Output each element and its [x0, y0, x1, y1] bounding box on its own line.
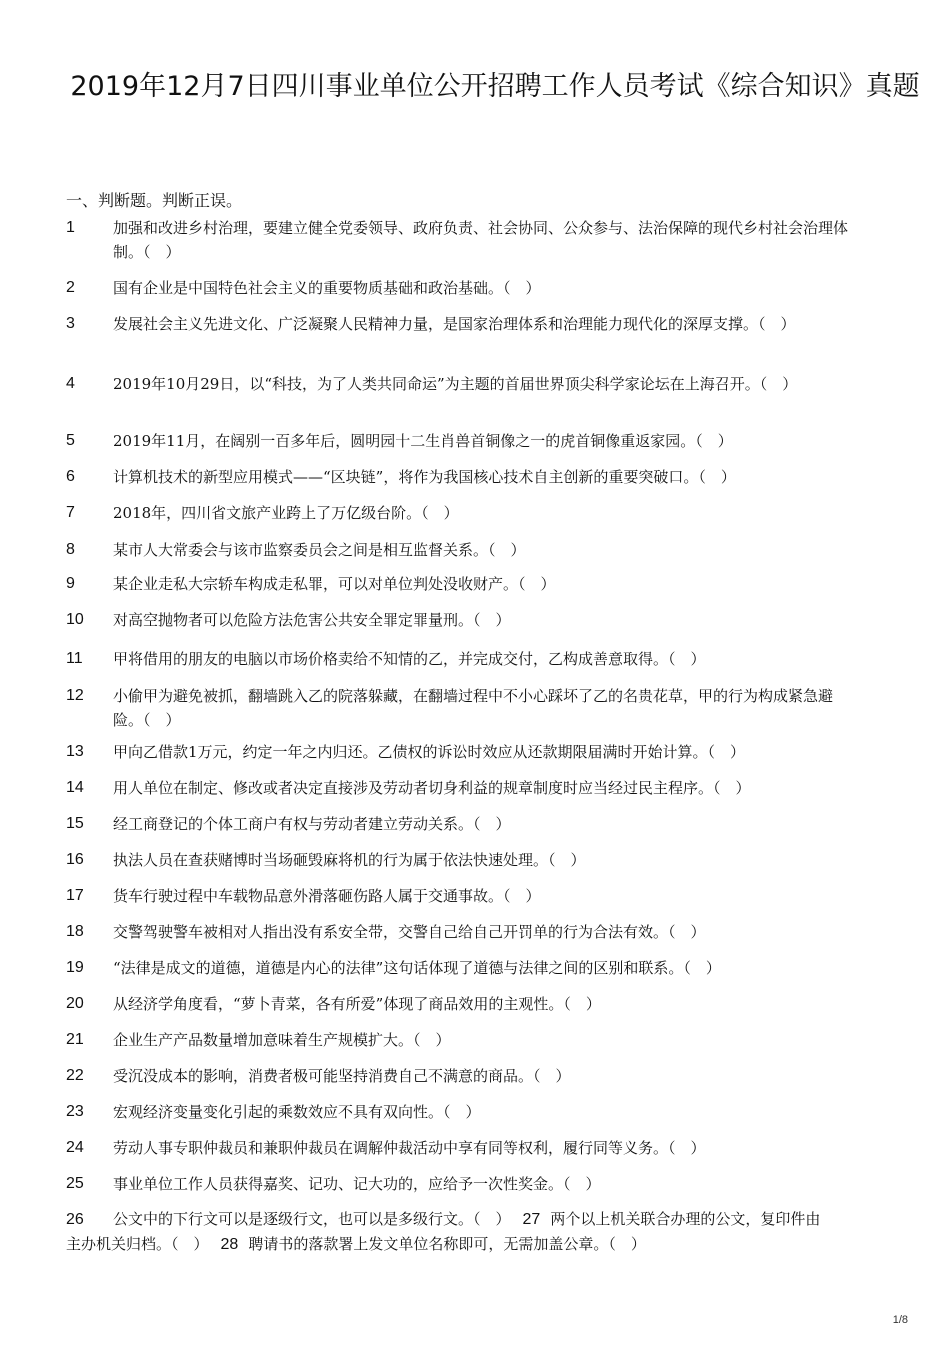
question-text: 甲将借用的朋友的电脑以市场价格卖给不知情的乙，并完成交付，乙构成善意取得。（ ） — [113, 650, 706, 668]
question-text: 公文中的下行文可以是逐级行文，也可以是多级行文。（ ） — [113, 1210, 511, 1228]
question-number: 15 — [66, 815, 84, 832]
question-number: 5 — [66, 432, 75, 449]
question-text: 2019年11月，在阔别一百多年后，圆明园十二生肖兽首铜像之一的虎首铜像重返家园。（ ） — [113, 432, 733, 450]
question-text: 受沉没成本的影响，消费者极可能坚持消费自己不满意的商品。（ ） — [113, 1067, 571, 1085]
question-number: 22 — [66, 1067, 84, 1084]
question-number: 16 — [66, 851, 84, 868]
question-number: 4 — [66, 375, 75, 392]
question-text: 小偷甲为避免被抓，翻墙跳入乙的院落躲藏，在翻墙过程中不小心踩坏了乙的名贵花草，甲的行为构成紧急避险。（ ） — [113, 687, 834, 729]
question-26-28-paragraph — [66, 1207, 826, 1257]
question-text: 2019年10月29日，以“科技，为了人类共同命运”为主题的首届世界顶尖科学家论坛在上海召开。（ ） — [113, 375, 798, 393]
question-text: 交警驾驶警车被相对人指出没有系安全带，交警自己给自己开罚单的行为合法有效。（ ） — [113, 923, 706, 941]
question-text: 经工商登记的个体工商户有权与劳动者建立劳动关系。（ ） — [113, 815, 511, 833]
question-number: 10 — [66, 611, 84, 628]
question-number: 8 — [66, 541, 75, 558]
page-number: 1/8 — [892, 1314, 908, 1326]
question-text: 2018年，四川省文旅产业跨上了万亿级台阶。（ ） — [113, 504, 459, 522]
question-number: 2 — [66, 279, 75, 296]
question-text: 宏观经济变量变化引起的乘数效应不具有双向性。（ ） — [113, 1103, 481, 1121]
question-text: 计算机技术的新型应用模式——“区块链”，将作为我国核心技术自主创新的重要突破口。（ ） — [113, 468, 736, 486]
question-text: 劳动人事专职仲裁员和兼职仲裁员在调解仲裁活动中享有同等权利，履行同等义务。（ ） — [113, 1139, 706, 1157]
question-number: 18 — [66, 923, 84, 940]
question-number: 17 — [66, 887, 84, 904]
question-text: 加强和改进乡村治理，要建立健全党委领导、政府负责、社会协同、公众参与、法治保障的现代乡村社会治理体制。（ ） — [113, 219, 849, 261]
question-number: 24 — [66, 1139, 84, 1156]
question-number: 9 — [66, 575, 75, 592]
question-number: 14 — [66, 779, 84, 796]
question-number: 25 — [66, 1175, 84, 1192]
question-text: 发展社会主义先进文化、广泛凝聚人民精神力量，是国家治理体系和治理能力现代化的深厚支撑。（ ） — [113, 315, 796, 333]
question-text: 事业单位工作人员获得嘉奖、记功、记大功的，应给予一次性奖金。（ ） — [113, 1175, 601, 1193]
question-number: 21 — [66, 1031, 84, 1048]
question-number: 11 — [66, 650, 83, 667]
question-number: 26 — [66, 1211, 84, 1228]
question-text: 某企业走私大宗轿车构成走私罪，可以对单位判处没收财产。（ ） — [113, 575, 556, 593]
question-text: “法律是成文的道德，道德是内心的法律”这句话体现了道德与法律之间的区别和联系。（ ） — [113, 959, 721, 977]
question-number: 7 — [66, 504, 75, 521]
question-number: 27 — [522, 1211, 541, 1228]
question-text: 用人单位在制定、修改或者决定直接涉及劳动者切身利益的规章制度时应当经过民主程序。（ ） — [113, 779, 751, 797]
question-text: 货车行驶过程中车载物品意外滑落砸伤路人属于交通事故。（ ） — [113, 887, 541, 905]
question-number: 13 — [66, 743, 84, 760]
question-number: 23 — [66, 1103, 84, 1120]
question-number: 28 — [220, 1236, 239, 1253]
question-text: 国有企业是中国特色社会主义的重要物质基础和政治基础。（ ） — [113, 279, 541, 297]
question-text: 聘请书的落款署上发文单位名称即可，无需加盖公章。（ ） — [248, 1235, 646, 1253]
question-number: 19 — [66, 959, 84, 976]
question-text: 企业生产产品数量增加意味着生产规模扩大。（ ） — [113, 1031, 451, 1049]
question-number: 20 — [66, 995, 84, 1012]
section-heading: 一、判断题。判断正误。 — [66, 191, 243, 210]
question-text: 甲向乙借款1万元，约定一年之内归还。乙债权的诉讼时效应从还款期限届满时开始计算。（ ） — [113, 743, 746, 761]
document-title: 2019年12月7日四川事业单位公开招聘工作人员考试《综合知识》真题 — [70, 71, 920, 102]
question-text: 从经济学角度看，“萝卜青菜，各有所爱”体现了商品效用的主观性。（ ） — [113, 995, 601, 1013]
question-text: 某市人大常委会与该市监察委员会之间是相互监督关系。（ ） — [113, 541, 526, 559]
question-number: 3 — [66, 315, 75, 332]
question-number: 6 — [66, 468, 75, 485]
question-text: 执法人员在查获赌博时当场砸毁麻将机的行为属于依法快速处理。（ ） — [113, 851, 586, 869]
question-text: 对高空抛物者可以危险方法危害公共安全罪定罪量刑。（ ） — [113, 611, 511, 629]
question-number: 12 — [66, 687, 84, 704]
question-number: 1 — [66, 219, 75, 236]
question-text: 两个以上机关联合办理的公文，复印件由主办机关归档。（ ） — [66, 1210, 821, 1253]
